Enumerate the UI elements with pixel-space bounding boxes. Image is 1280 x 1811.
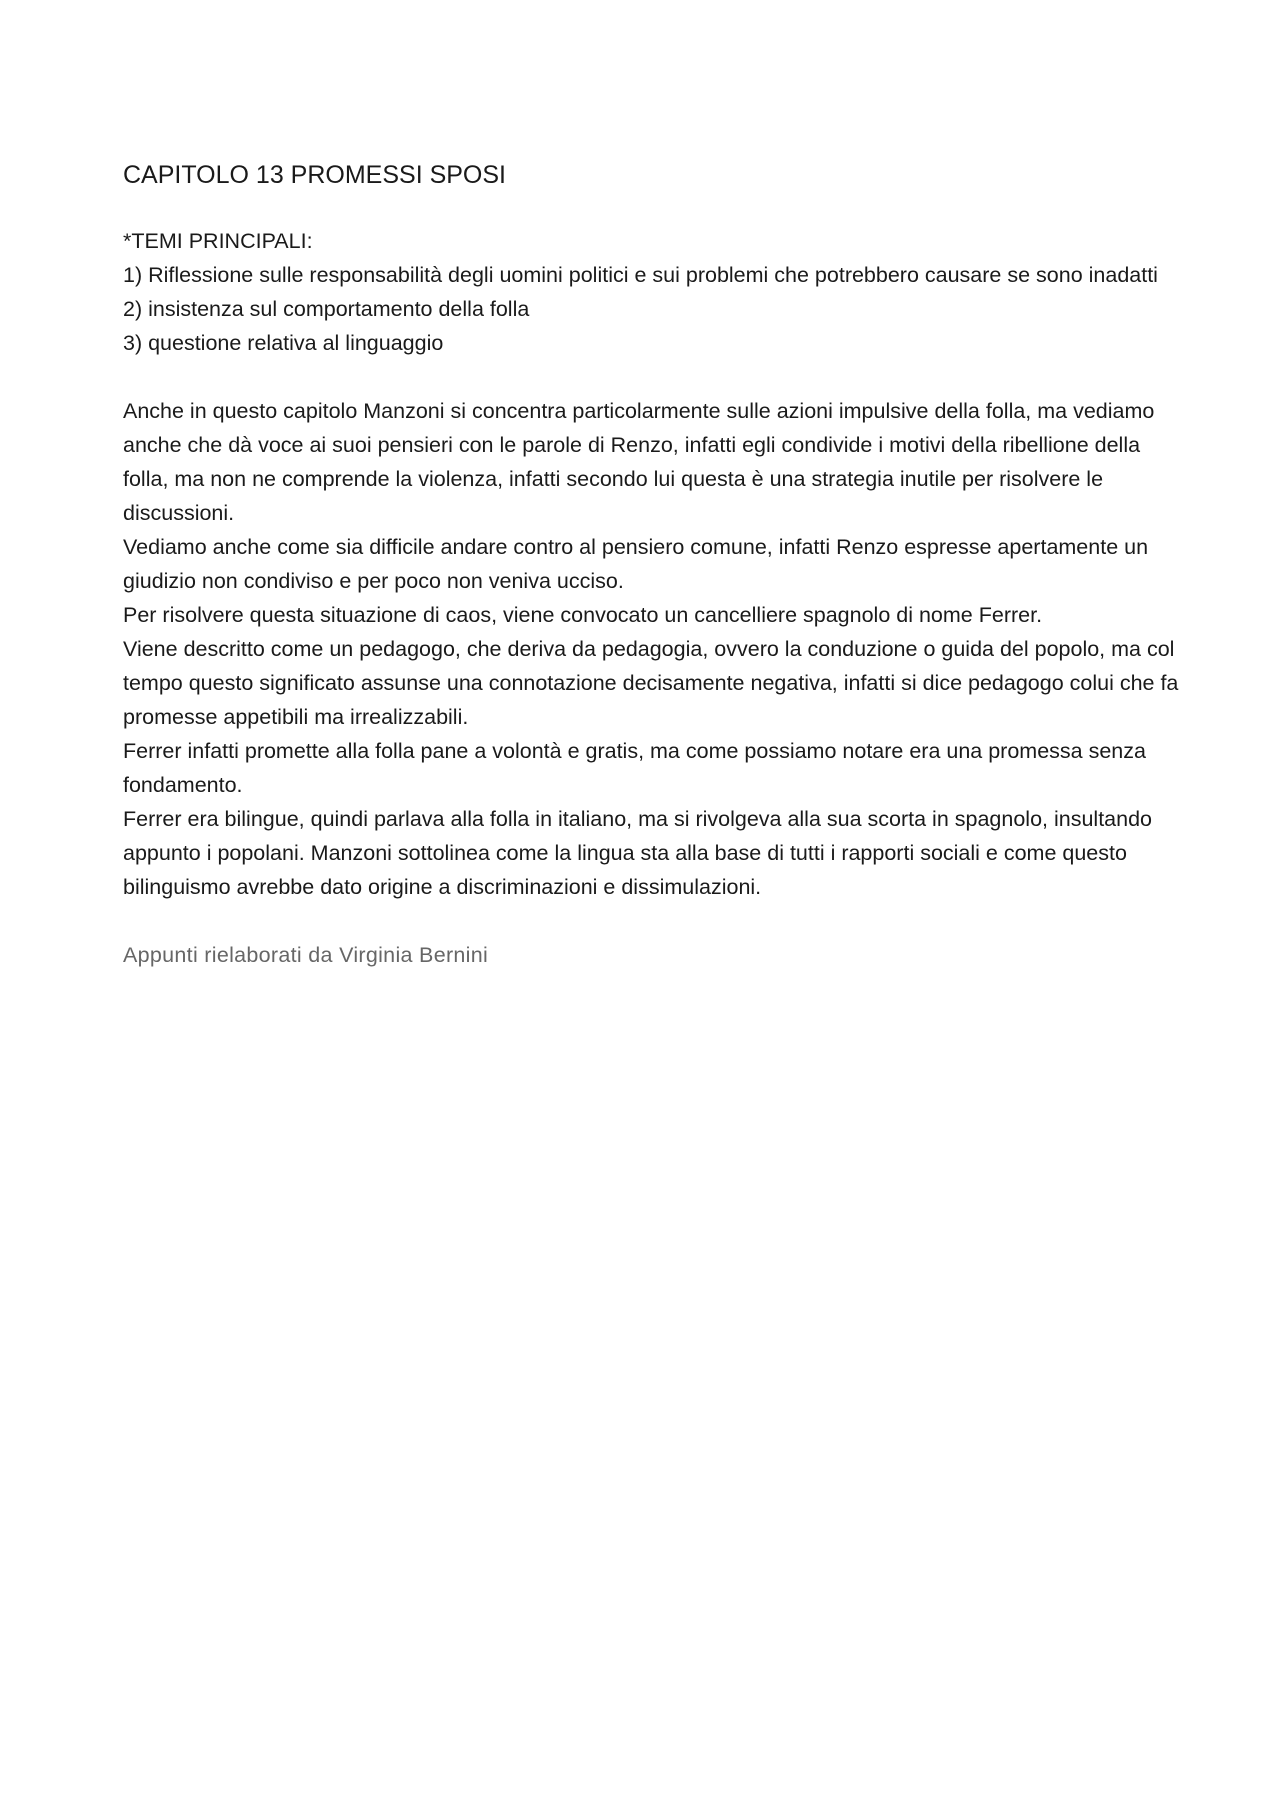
body-paragraph: Vediamo anche come sia difficile andare contro al pensiero comune, infatti Renzo espresse apertamente un giudizio non condiviso e per poco non veniva ucciso. xyxy=(123,535,1149,593)
author-signature: Appunti rielaborati da Virginia Bernini xyxy=(123,943,489,967)
theme-item: 3) questione relativa al linguaggio xyxy=(123,331,444,355)
document-content xyxy=(123,156,1183,994)
document-title: CAPITOLO 13 PROMESSI SPOSI xyxy=(123,161,506,189)
theme-item: 1) Riflessione sulle responsabilità degli uomini politici e sui problemi che potrebbero causare se sono inadatti xyxy=(123,263,1158,287)
body-paragraph: Ferrer era bilingue, quindi parlava alla folla in italiano, ma si rivolgeva alla sua scorta in spagnolo, insultando appunto i popolani. Manzoni sottolinea come la lingua sta alla base di tutti i rapporti sociali e come questo bilinguismo avrebbe dato origine a discriminazioni e dissimulazioni. xyxy=(123,807,1152,899)
body-paragraph: Anche in questo capitolo Manzoni si concentra particolarmente sulle azioni impulsive della folla, ma vediamo anche che dà voce ai suoi pensieri con le parole di Renzo, infatti egli condivide i motivi della ribellione della folla, ma non ne comprende la violenza, infatti secondo lui questa è una strategia inutile per risolvere le discussioni. xyxy=(123,399,1155,525)
themes-heading: *TEMI PRINCIPALI: xyxy=(123,229,313,253)
section-spacer xyxy=(123,360,1183,394)
body-paragraphs xyxy=(123,394,1183,904)
body-paragraph: Per risolvere questa situazione di caos, viene convocato un cancelliere spagnolo di nome Ferrer. xyxy=(123,603,1043,627)
themes-list xyxy=(123,258,1183,360)
body-paragraph: Viene descritto come un pedagogo, che deriva da pedagogia, ovvero la conduzione o guida del popolo, ma col tempo questo significato assunse una connotazione decisamente negativa, infatti si dice pedagogo colui che fa promesse appetibili ma irrealizzabili. xyxy=(123,637,1179,729)
theme-item: 2) insistenza sul comportamento della folla xyxy=(123,297,530,321)
body-paragraph: Ferrer infatti promette alla folla pane a volontà e gratis, ma come possiamo notare era una promessa senza fondamento. xyxy=(123,739,1146,797)
